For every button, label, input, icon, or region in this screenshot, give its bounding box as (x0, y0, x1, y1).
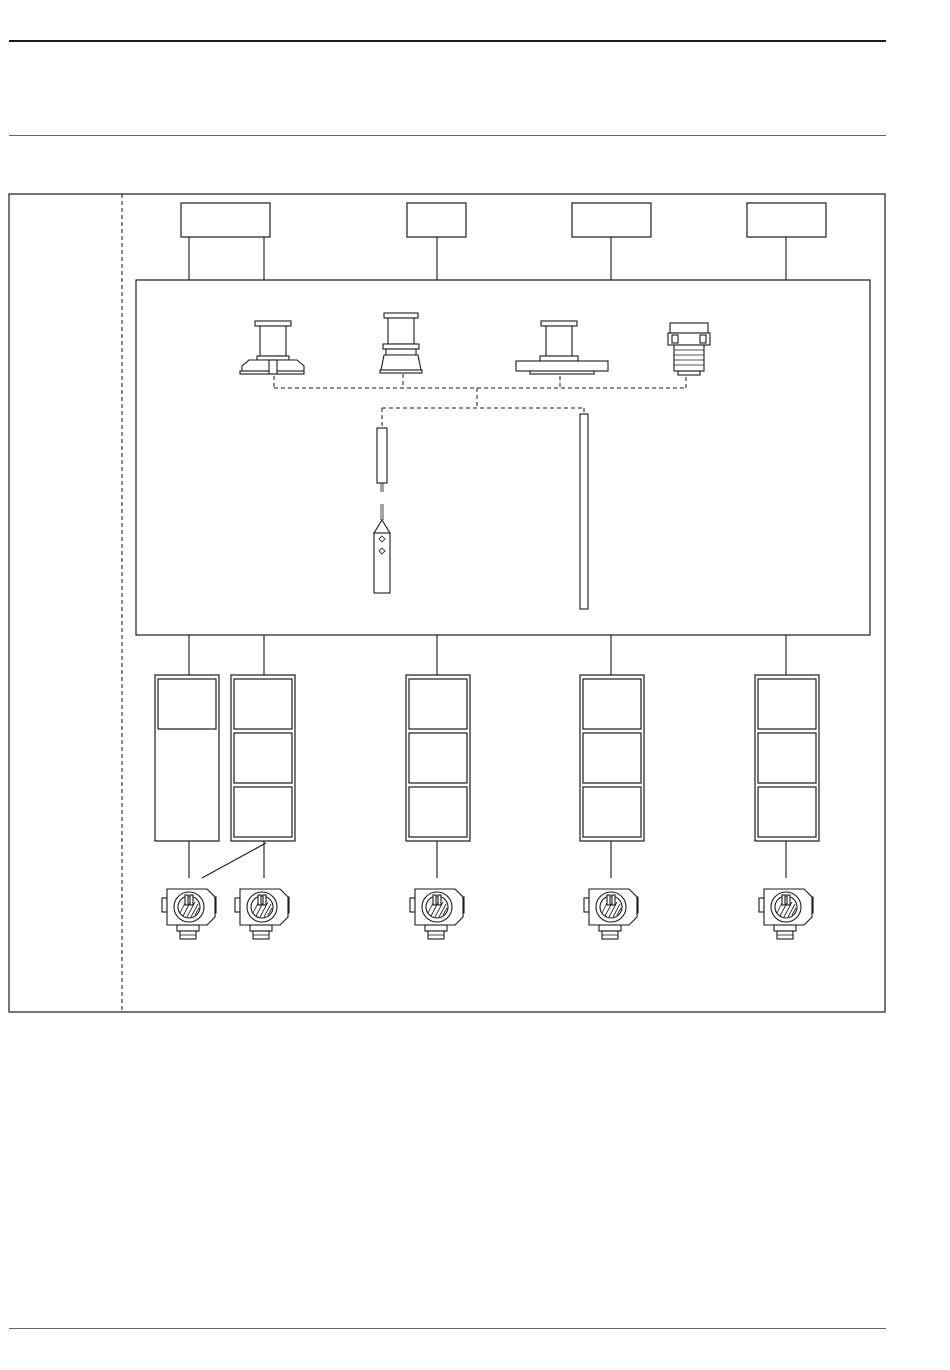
top-box (181, 203, 270, 237)
electronics-column (580, 675, 644, 841)
electronics-column (231, 675, 295, 841)
threaded-connection-icon (668, 323, 710, 375)
electronics-column (155, 675, 219, 841)
electronics-column (755, 675, 819, 841)
electronics-column (406, 675, 470, 841)
rod-probe-icon (580, 414, 588, 609)
sensor-box (136, 280, 870, 635)
top-box (572, 203, 651, 237)
top-box (407, 203, 466, 237)
top-box (747, 203, 826, 237)
